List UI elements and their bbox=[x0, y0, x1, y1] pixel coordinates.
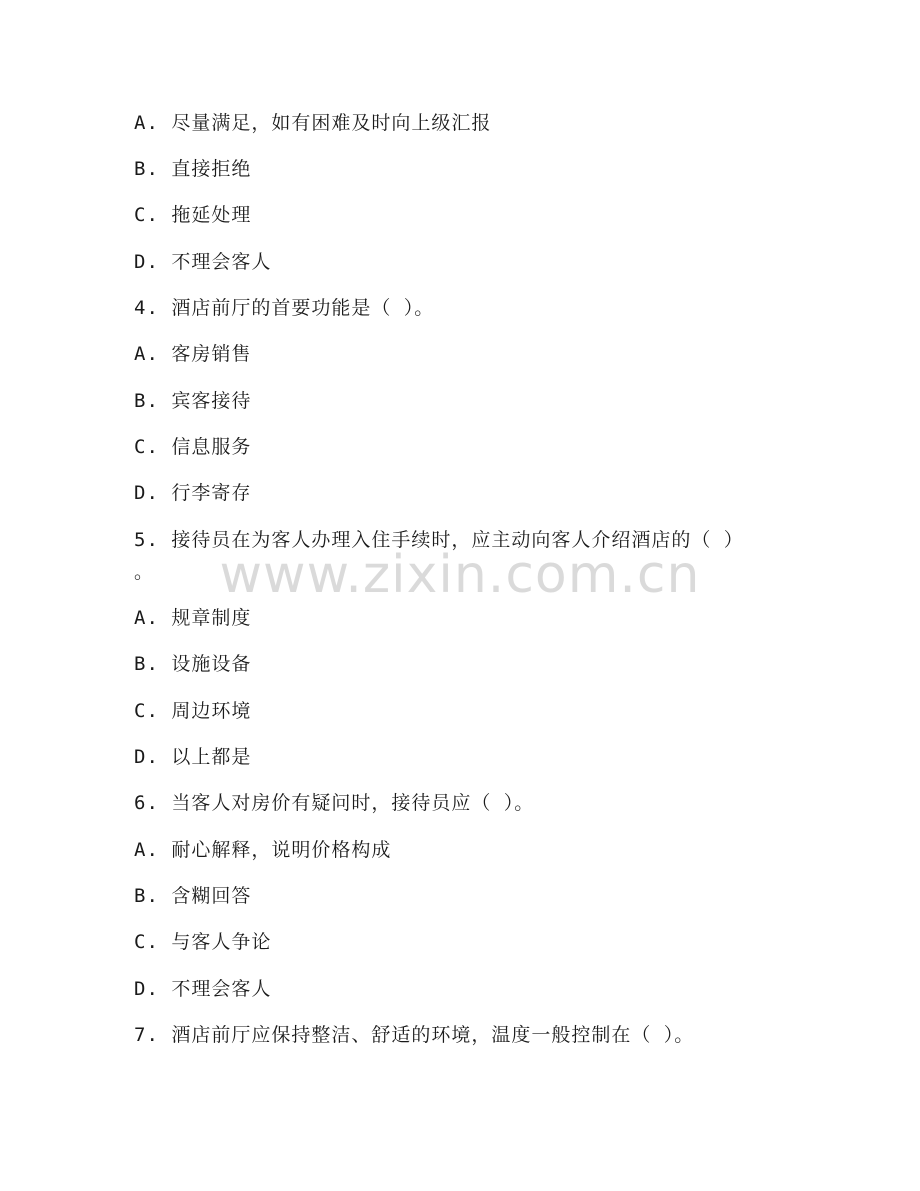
question-6-text: 6. 当客人对房价有疑问时，接待员应（ ）。 bbox=[134, 792, 535, 814]
question-3-option-c: C. 拖延处理 bbox=[134, 204, 252, 226]
question-5-option-b: B. 设施设备 bbox=[134, 653, 252, 675]
question-3-option-a: A. 尽量满足，如有困难及时向上级汇报 bbox=[134, 112, 492, 134]
question-3-option-b: B. 直接拒绝 bbox=[134, 158, 252, 180]
question-5-option-a: A. 规章制度 bbox=[134, 607, 252, 629]
question-5-option-c: C. 周边环境 bbox=[134, 700, 252, 722]
question-4-option-d: D. 行李寄存 bbox=[134, 482, 252, 504]
question-5-option-d: D. 以上都是 bbox=[134, 746, 252, 768]
question-7-text: 7. 酒店前厅应保持整洁、舒适的环境，温度一般控制在（ ）。 bbox=[134, 1024, 695, 1046]
question-4-option-c: C. 信息服务 bbox=[134, 436, 252, 458]
question-4-option-b: B. 宾客接待 bbox=[134, 390, 252, 412]
question-5-text: 5. 接待员在为客人办理入住手续时，应主动向客人介绍酒店的（ ） bbox=[134, 529, 744, 551]
question-6-option-b: B. 含糊回答 bbox=[134, 885, 252, 907]
question-3-option-d: D. 不理会客人 bbox=[134, 251, 272, 273]
question-4-option-a: A. 客房销售 bbox=[134, 343, 252, 365]
question-6-option-d: D. 不理会客人 bbox=[134, 978, 272, 1000]
question-6-option-a: A. 耐心解释，说明价格构成 bbox=[134, 839, 392, 861]
question-4-text: 4. 酒店前厅的首要功能是（ ）。 bbox=[134, 297, 435, 319]
question-5-text-continued: 。 bbox=[134, 561, 155, 583]
question-6-option-c: C. 与客人争论 bbox=[134, 931, 272, 953]
watermark: www.zixin.com.cn bbox=[219, 545, 701, 605]
